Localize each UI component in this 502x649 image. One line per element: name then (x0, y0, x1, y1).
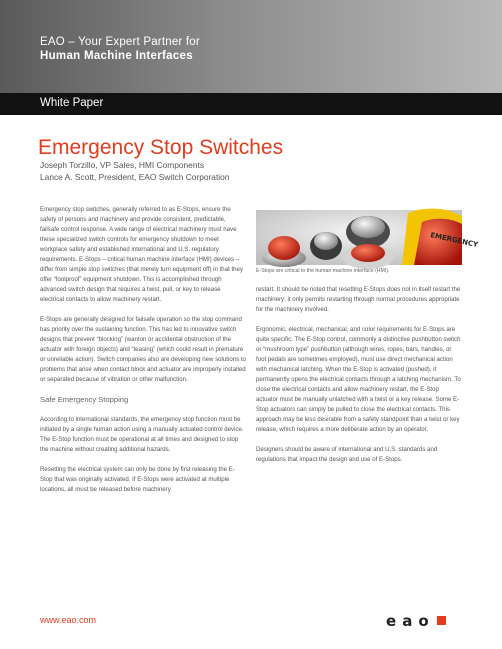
body-paragraph: E-Stops are generally designed for failsafe operation so the stop command has priority over the sustaining function. This has led to innovative switch designs that prevent “blocking” (wanton or accidental obstruction of the actuator with foreign objects) and “teasing” (which could result in premature or unreliable action). Switch companies also are developing new solutions to problems that arise when contact block and actuator are improperly installed or separated because of vibration or other malfunction. (40, 315, 246, 384)
estop-photo (256, 210, 479, 265)
tagline-line2: Human Machine Interfaces (40, 50, 193, 62)
eao-logo (386, 612, 446, 631)
body-paragraph: restart. It should be noted that resetting E-Stops does not in itself restart the machinery; it only permits restarting through normal procedures appropriate for the machinery involved. (256, 286, 461, 314)
logo-letter: o (418, 612, 429, 630)
logo-letter: a (402, 612, 413, 630)
column-right (256, 285, 462, 474)
footer-url[interactable]: www.eao.com (40, 615, 97, 625)
intro-paragraph: Emergency stop switches, generally referred to as E-Stops, ensure the safety of persons and machinery and provide consistent, predictable, failsafe control response. A wide range of electrical machinery must have these specialized switch controls for emergency shutdown to meet workplace safety and established international and U.S. regulatory requirements. E-Stops – critical human machine interface (HMI) devices – differ from simple stop switches (that merely turn equipment off) in that they offer “foolproof” equipment shutdown. This is accomplished through advanced switch design that requires a twist, pull, or key to release electrical contacts to allow machinery restart. (40, 206, 243, 304)
estop-illustration (256, 210, 479, 265)
tagline-line1: EAO – Your Expert Partner for (40, 36, 200, 48)
section-heading: Safe Emergency Stopping (40, 394, 129, 404)
section-label: White Paper (40, 97, 104, 109)
photo-caption: E-Stops are critical to the human machine interface (HMI). (256, 268, 390, 274)
switch-label: EMERGENCY (429, 231, 479, 250)
body-paragraph: Designers should be aware of international and U.S. standards and regulations that impact the design and use of E-Stops. (256, 445, 438, 463)
column-left (40, 205, 246, 504)
body-paragraph: Resetting the electrical system can only be done by first releasing the E-Stop that was originally activated. If E-Stops were activated at multiple locations, all must be released before machinery (40, 465, 235, 493)
body-paragraph: Ergonomic, electrical, mechanical, and color requirements for E-Stops are quite specific. The E-Stop control, commonly a distinctive pushbutton switch or “mushroom type” pushbutton (although wires, ropes, bars, handles, or foot pedals are sometimes employed), must use direct mechanical action with mechanical latching. When the E-Stop is activated (pushed), it permanently opens the electrical contacts through a latching mechanism. To close the electrical contacts and allow machinery restart, the E-Stop actuator must be manually unlatched with a twist or a key release. Some E-Stop actuators can simply be pulled to close the electrical contacts. This approach may be less desirable from a safety standpoint than a twist or key release, which requires a more deliberate action by an operator. (256, 325, 461, 434)
header-banner (0, 0, 502, 93)
body-paragraph: According to international standards, the emergency stop function must be initiated by a single human action using a manually actuated control device. The E-Stop function must be operational at all times and designed to stop the machine without creating additional hazards. (40, 415, 244, 453)
section-bar (0, 93, 502, 115)
page-title: Emergency Stop Switches (38, 136, 284, 159)
logo-letter: e (386, 612, 397, 630)
logo-square-icon (437, 616, 446, 625)
author-line-2: Lance A. Scott, President, EAO Switch Corporation (40, 172, 230, 182)
author-line-1: Joseph Torzillo, VP Sales, HMI Components (40, 160, 205, 170)
